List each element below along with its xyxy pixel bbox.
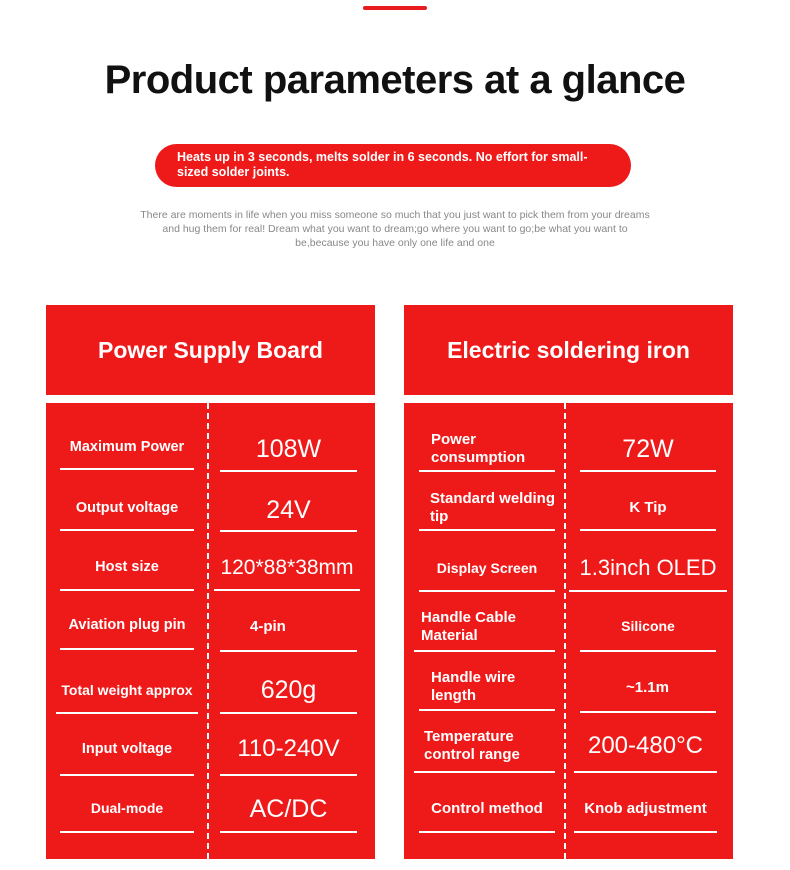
spec-label: Input voltage bbox=[60, 725, 194, 776]
spec-value: 120*88*38mm bbox=[214, 546, 360, 591]
spec-label: Host size bbox=[60, 546, 194, 591]
spec-label: Aviation plug pin bbox=[60, 604, 194, 650]
spec-value: Silicone bbox=[580, 603, 716, 652]
spec-value: Knob adjustment bbox=[574, 786, 717, 833]
spec-value: 1.3inch OLED bbox=[569, 546, 727, 592]
spec-label: Output voltage bbox=[60, 489, 194, 531]
spec-label: Temperature control range bbox=[414, 721, 555, 773]
top-accent-bar bbox=[363, 6, 427, 10]
spec-label: Total weight approx bbox=[56, 668, 198, 714]
spec-value: 72W bbox=[580, 427, 716, 472]
spec-label: Standard welding tip bbox=[419, 487, 555, 531]
spec-value: 620g bbox=[220, 668, 357, 714]
spec-value: K Tip bbox=[580, 487, 716, 531]
spec-label: Display Screen bbox=[419, 546, 555, 592]
spec-value: 24V bbox=[220, 489, 357, 532]
quote-text: There are moments in life when you miss someone so much that you just want to pick them from your dreams and hug them for real! Dream what you want to dream;go where you want to go;be what you want to be,because you have only one life and one bbox=[140, 209, 650, 249]
power-supply-panel-header: Power Supply Board bbox=[46, 305, 375, 395]
spec-value: ~1.1m bbox=[580, 665, 716, 713]
spec-label: Dual-mode bbox=[60, 786, 194, 833]
spec-label: Handle Cable Material bbox=[414, 603, 555, 652]
spec-label: Handle wire length bbox=[419, 665, 555, 711]
spec-label: Maximum Power bbox=[60, 427, 194, 470]
column-divider bbox=[207, 403, 209, 859]
spec-value: 110-240V bbox=[220, 725, 357, 776]
soldering-iron-panel-header: Electric soldering iron bbox=[404, 305, 733, 395]
spec-value: 108W bbox=[220, 427, 357, 472]
feature-pill: Heats up in 3 seconds, melts solder in 6 seconds. No effort for small-sized solder joints. bbox=[155, 144, 631, 187]
soldering-iron-spec-table bbox=[404, 403, 733, 859]
column-divider bbox=[564, 403, 566, 859]
spec-value: AC/DC bbox=[220, 786, 357, 833]
page-title: Product parameters at a glance bbox=[104, 58, 686, 102]
spec-label: Control method bbox=[419, 786, 555, 833]
spec-label: Power consumption bbox=[419, 427, 555, 472]
spec-value: 4-pin bbox=[220, 604, 357, 652]
spec-value: 200-480°C bbox=[574, 721, 717, 773]
power-supply-spec-table bbox=[46, 403, 375, 859]
